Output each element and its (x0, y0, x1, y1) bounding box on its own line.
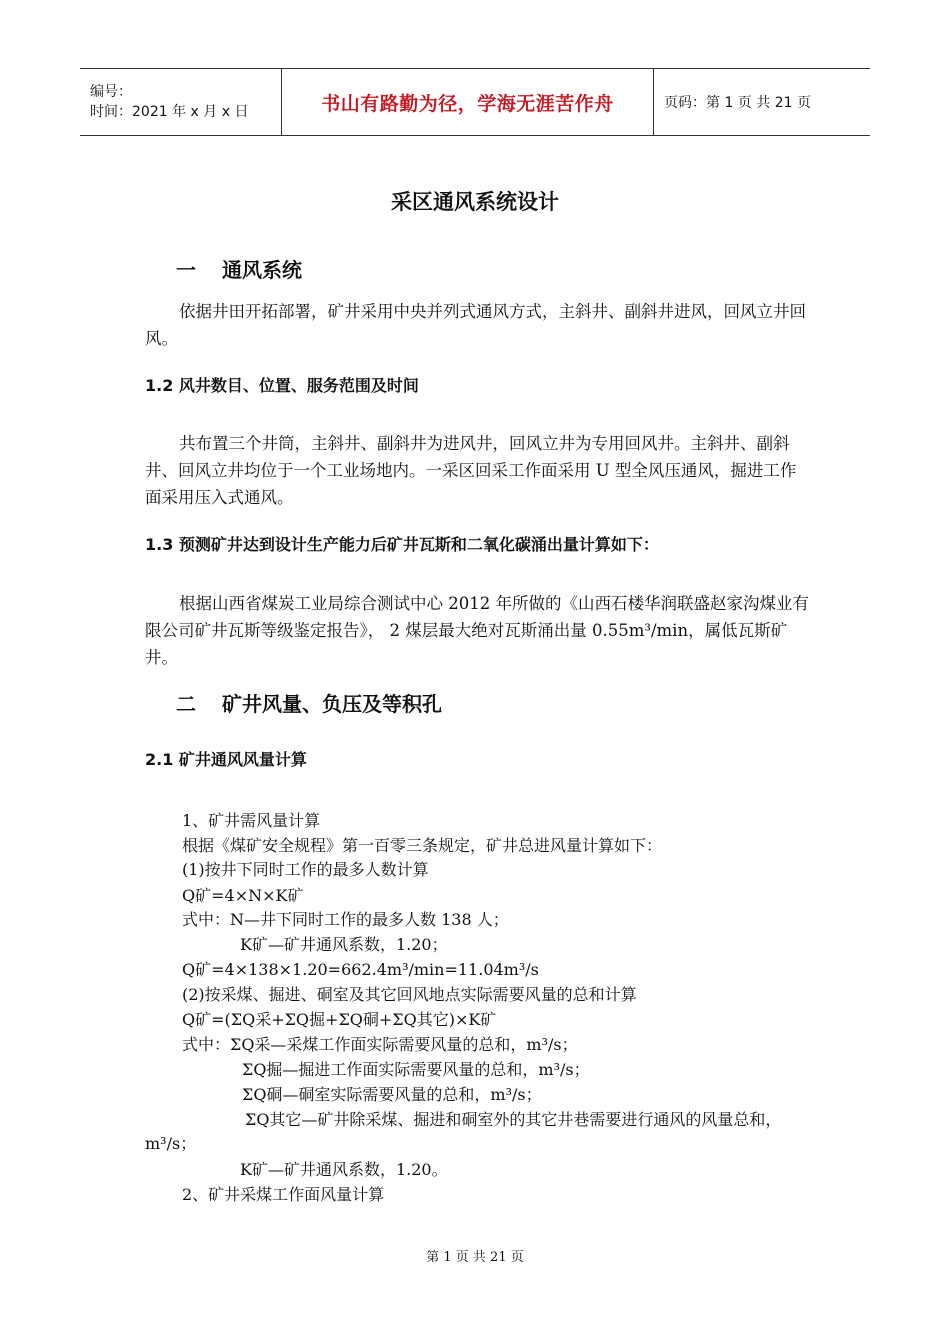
page-header (80, 68, 870, 136)
header-page-info-cell (654, 69, 870, 135)
section-1-number: 一 (176, 258, 196, 282)
section-2-title: 矿井风量、负压及等积孔 (222, 692, 442, 716)
section-2-number: 二 (176, 692, 196, 716)
text-line: K矿—矿井通风系数，1.20； (240, 935, 448, 954)
document-title: 采区通风系统设计 (391, 190, 559, 214)
text-line: K矿—矿井通风系数，1.20。 (240, 1160, 448, 1179)
text-line: 式中：ΣQ采—采煤工作面实际需要风量的总和，m³/s； (182, 1035, 578, 1054)
section-1-heading (176, 254, 302, 283)
subsection-1-3-heading: 1.3 预测矿井达到设计生产能力后矿井瓦斯和二氧化碳涌出量计算如下： (145, 535, 659, 554)
subsection-2-1-heading: 2.1 矿井通风风量计算 (145, 750, 307, 769)
text-line: (1)按井下同时工作的最多人数计算 (182, 860, 429, 879)
section-1-title: 通风系统 (222, 258, 302, 282)
section-2-heading (176, 688, 442, 717)
header-motto-cell (282, 69, 654, 135)
formula-line: Q矿=4×N×K矿 (182, 886, 304, 905)
header-motto: 书山有路勤为径，学海无涯苦作舟 (321, 92, 614, 115)
text-line: 1、矿井需风量计算 (182, 811, 321, 830)
text-line: 式中：N—井下同时工作的最多人数 138 人； (182, 910, 509, 929)
subsection-1-2-heading: 1.2 风井数目、位置、服务范围及时间 (145, 376, 419, 395)
text-line: ΣQ硐—硐室实际需要风量的总和，m³/s； (242, 1085, 542, 1104)
text-line: (2)按采煤、掘进、硐室及其它回风地点实际需要风量的总和计算 (182, 985, 637, 1004)
text-line: ΣQ掘—掘进工作面实际需要风量的总和，m³/s； (242, 1060, 590, 1079)
section-1-paragraph-1: 依据井田开拓部署，矿井采用中央并列式通风方式，主斜井、副斜井进风，回风立井回风。 (145, 302, 806, 348)
subsection-1-3-paragraph: 根据山西省煤炭工业局综合测试中心 2012 年所做的《山西石楼华润联盛赵家沟煤业有限公司矿井瓦斯等级鉴定报告》， 2 煤层最大绝对瓦斯涌出量 0.55m³/min，属低瓦斯矿井。 (145, 594, 809, 667)
subsection-1-2-paragraph: 共布置三个井筒，主斜井、副斜井为进风井，回风立井为专用回风井。主斜井、副斜井、回风立井均位于一个工业场地内。一采区回采工作面采用 U 型全风压通风，掘进工作面采用压入式通风。 (145, 434, 797, 507)
document-number-label: 编号： (90, 84, 132, 100)
text-line: ΣQ其它—矿井除采煤、掘进和硐室外的其它井巷需要进行通风的风量总和，m³/s； (145, 1110, 782, 1153)
header-page-info: 页码：第 1 页 共 21 页 (664, 95, 811, 111)
text-line: 根据《煤矿安全规程》第一百零三条规定，矿井总进风量计算如下： (182, 836, 663, 855)
formula-line: Q矿=4×138×1.20=662.4m³/min=11.04m³/s (182, 960, 539, 979)
formula-line: Q矿=(ΣQ采+ΣQ掘+ΣQ硐+ΣQ其它)×K矿 (182, 1010, 497, 1029)
header-meta (80, 69, 282, 135)
page-footer: 第 1 页 共 21 页 (426, 1250, 524, 1265)
document-date-label: 时间：2021 年 x 月 x 日 (90, 104, 249, 120)
text-line: 2、矿井采煤工作面风量计算 (182, 1185, 385, 1204)
